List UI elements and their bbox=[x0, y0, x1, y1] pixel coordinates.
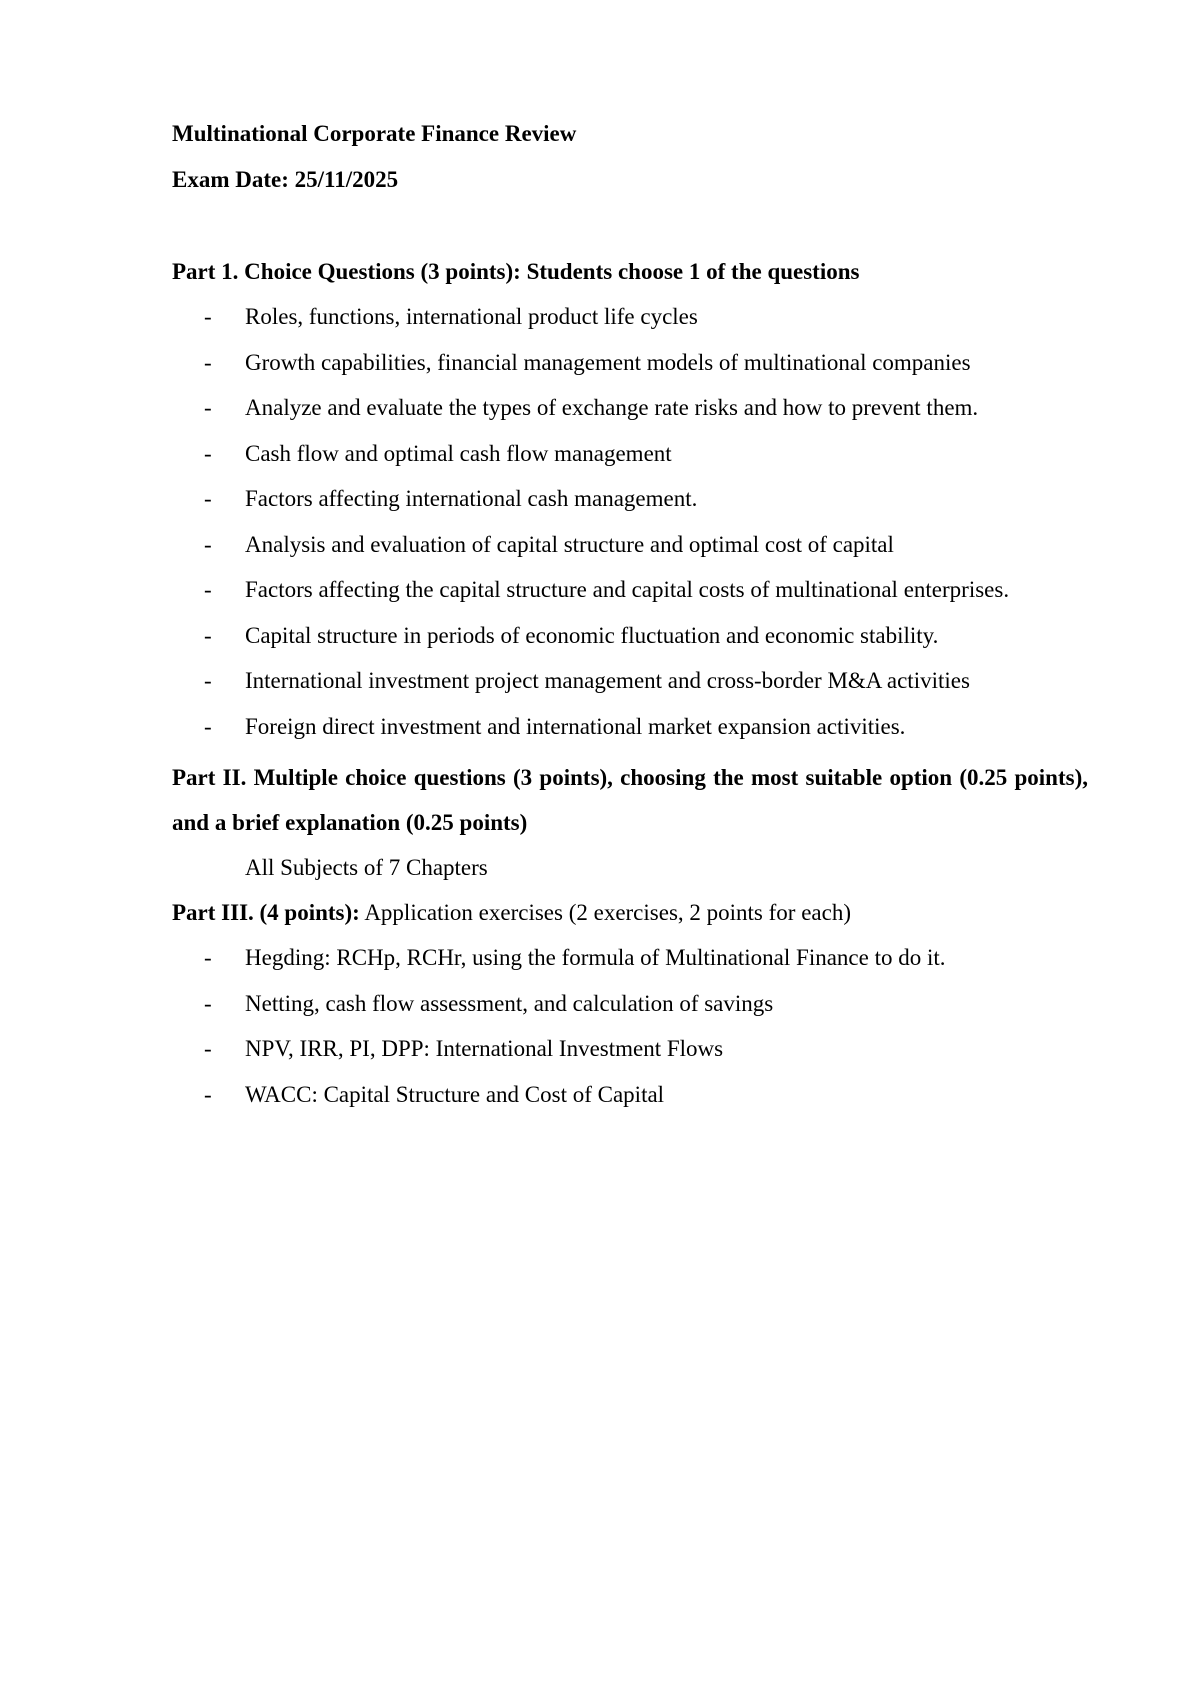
bullet-dash: - bbox=[204, 577, 212, 602]
list-item-text: Analysis and evaluation of capital structure and optimal cost of capital bbox=[245, 531, 894, 557]
list-item-text: Factors affecting the capital structure and capital costs of multinational enterprises. bbox=[245, 577, 1010, 602]
document-page bbox=[172, 111, 1088, 1117]
list-item-text: Roles, functions, international product life cycles bbox=[245, 304, 698, 329]
blank-line bbox=[172, 203, 1088, 249]
list-item-text: Factors affecting international cash management. bbox=[245, 486, 698, 511]
list-item bbox=[172, 385, 1088, 431]
bullet-dash: - bbox=[204, 531, 212, 557]
list-item bbox=[172, 340, 1088, 386]
list-item bbox=[172, 935, 1088, 981]
part3-heading-rest: Application exercises (2 exercises, 2 points for each) bbox=[359, 900, 851, 925]
list-item-text: International investment project management and cross-border M&A activities bbox=[245, 668, 970, 693]
list-item bbox=[172, 1026, 1088, 1072]
bullet-dash: - bbox=[204, 304, 212, 329]
part2-note: All Subjects of 7 Chapters bbox=[245, 855, 488, 880]
bullet-dash: - bbox=[204, 1036, 212, 1061]
list-item-text: WACC: Capital Structure and Cost of Capital bbox=[245, 1081, 665, 1107]
list-item-text: Netting, cash flow assessment, and calculation of savings bbox=[245, 990, 774, 1016]
list-item-text: Growth capabilities, financial management models of multinational companies bbox=[245, 349, 971, 375]
bullet-dash: - bbox=[204, 1081, 212, 1107]
bullet-dash: - bbox=[204, 486, 212, 511]
part2-heading: Part II. Multiple choice questions (3 points), choosing the most suitable option (0.25 points), and a brief explanation (0.25 points) bbox=[172, 765, 1088, 835]
list-item bbox=[172, 294, 1088, 340]
list-item bbox=[172, 567, 1088, 613]
list-item bbox=[172, 613, 1088, 659]
bullet-dash: - bbox=[204, 945, 212, 970]
list-item-text: Capital structure in periods of economic fluctuation and economic stability. bbox=[245, 622, 939, 648]
list-item-text: Foreign direct investment and international market expansion activities. bbox=[245, 713, 906, 739]
list-item bbox=[172, 981, 1088, 1027]
list-item-text: Analyze and evaluate the types of exchange rate risks and how to prevent them. bbox=[245, 395, 979, 420]
part3-heading-bold: Part III. (4 points): bbox=[172, 900, 360, 925]
part1-heading: Part 1. Choice Questions (3 points): Students choose 1 of the questions bbox=[172, 259, 860, 284]
list-item bbox=[172, 431, 1088, 477]
exam-date: Exam Date: 25/11/2025 bbox=[172, 167, 399, 192]
list-item bbox=[172, 522, 1088, 568]
list-item-text: NPV, IRR, PI, DPP: International Investment Flows bbox=[245, 1036, 724, 1061]
list-item-text: Hegding: RCHp, RCHr, using the formula of Multinational Finance to do it. bbox=[245, 945, 946, 970]
list-item bbox=[172, 1072, 1088, 1118]
list-item-text: Cash flow and optimal cash flow management bbox=[245, 440, 672, 466]
part3-list bbox=[172, 935, 1088, 1117]
bullet-dash: - bbox=[204, 990, 212, 1016]
bullet-dash: - bbox=[204, 622, 212, 648]
list-item bbox=[172, 476, 1088, 522]
document-title: Multinational Corporate Finance Review bbox=[172, 121, 577, 146]
part3-heading bbox=[172, 890, 1088, 935]
list-item bbox=[172, 658, 1088, 704]
part1-list bbox=[172, 294, 1088, 749]
bullet-dash: - bbox=[204, 395, 212, 420]
list-item bbox=[172, 704, 1088, 750]
bullet-dash: - bbox=[204, 668, 212, 693]
bullet-dash: - bbox=[204, 349, 212, 375]
bullet-dash: - bbox=[204, 713, 212, 739]
bullet-dash: - bbox=[204, 440, 212, 466]
